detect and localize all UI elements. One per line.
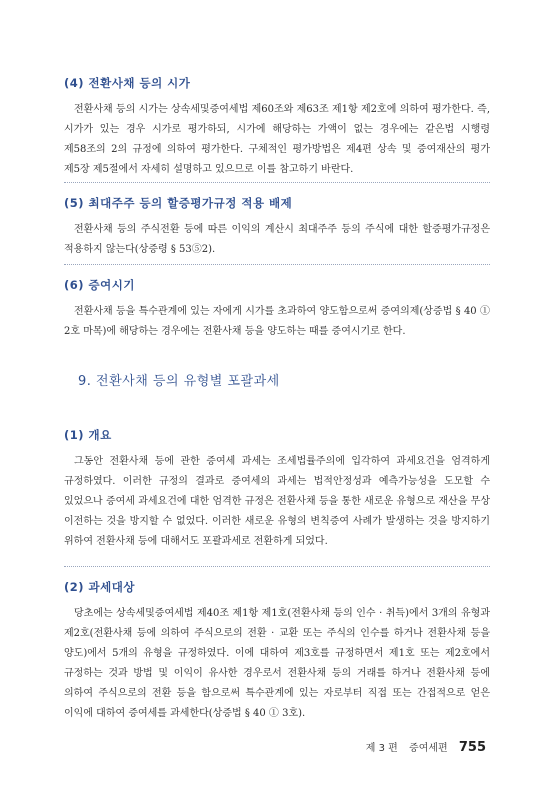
section-heading: (6) 증여시기	[64, 278, 135, 292]
section-2-taxable-scope	[64, 578, 490, 724]
footer-part: 증여세편	[409, 743, 448, 754]
chapter-heading: 9. 전환사채 등의 유형별 포괄과세	[78, 374, 280, 389]
section-divider	[64, 264, 490, 265]
section-heading: (5) 최대주주 등의 할증평가규정 적용 배제	[64, 196, 293, 210]
section-body: 당초에는 상속세및증여세법 제40조 제1항 제1호(전환사채 등의 인수 · 취득)에서 3개의 유형과 제2호(전환사채 등에 의하여 주식으로의 전환 · 교환 또는 주식의 인수를 하거나 전환사채 등을 양도)에서 5개의 유형을 규정하였다. 이에 대하여 제3호를 규정하면서 제1호 또는 제2호에서 규정하는 것과 방법 및 이익이 유사한 경우로서 전환사채 등의 거래를 하거나 전환사채 등에 의하여 주식으로의 전환 등을 함으로써 특수관계에 있는 자로부터 직접 또는 간접적으로 얻은 이익에 대하여 증여세를 과세한다(상증법 § 40 ① 3호).	[64, 608, 490, 719]
section-body: 그동안 전환사채 등에 관한 증여세 과세는 조세법률주의에 입각하여 과세요건을 엄격하게 규정하였다. 이러한 규정의 결과로 증여세의 과세는 법적안정성과 예측가능성을 도모할 수 있었으나 증여세 과세요건에 대한 엄격한 규정은 전환사채 등을 통한 새로운 유형으로 재산을 무상 이전하는 것을 방지할 수 없었다. 이러한 새로운 유형의 변칙증여 사례가 발생하는 것을 방지하기 위하여 전환사채 등에 대해서도 포괄과세로 전환하게 되었다.	[64, 456, 490, 547]
section-4-valuation	[64, 74, 490, 180]
section-heading: (1) 개요	[64, 428, 112, 442]
page-number: 755	[458, 740, 486, 755]
section-6-gift-timing	[64, 276, 490, 342]
section-body: 전환사채 등의 시가는 상속세및증여세법 제60조와 제63조 제1항 제2호에 의하여 평가한다. 즉, 시가가 있는 경우 시가로 평가하되, 시가에 해당하는 가액이 없는 경우에는 같은법 시행령 제58조의 2의 규정에 의하여 평가한다. 구체적인 평가방법은 제4편 상속 및 증여재산의 평가 제5장 제5절에서 자세히 설명하고 있으므로 이를 참고하기 바란다.	[64, 104, 490, 175]
section-divider	[64, 182, 490, 183]
page-footer	[366, 738, 486, 758]
section-1-overview	[64, 426, 490, 552]
section-divider	[64, 566, 490, 567]
section-heading: (4) 전환사채 등의 시가	[64, 76, 191, 90]
section-heading: (2) 과세대상	[64, 580, 135, 594]
section-body: 전환사채 등을 특수관계에 있는 자에게 시가를 초과하여 양도함으로써 증여의제(상증법 § 40 ① 2호 마목)에 해당하는 경우에는 전환사채 등을 양도하는 때를 증여시기로 한다.	[64, 306, 490, 337]
footer-chapter: 제 3 편	[365, 743, 398, 754]
section-body: 전환사채 등의 주식전환 등에 따른 이익의 계산시 최대주주 등의 주식에 대한 할증평가규정은 적용하지 않는다(상증령 § 53⑤2).	[64, 224, 490, 255]
section-5-premium-exclusion	[64, 194, 490, 260]
